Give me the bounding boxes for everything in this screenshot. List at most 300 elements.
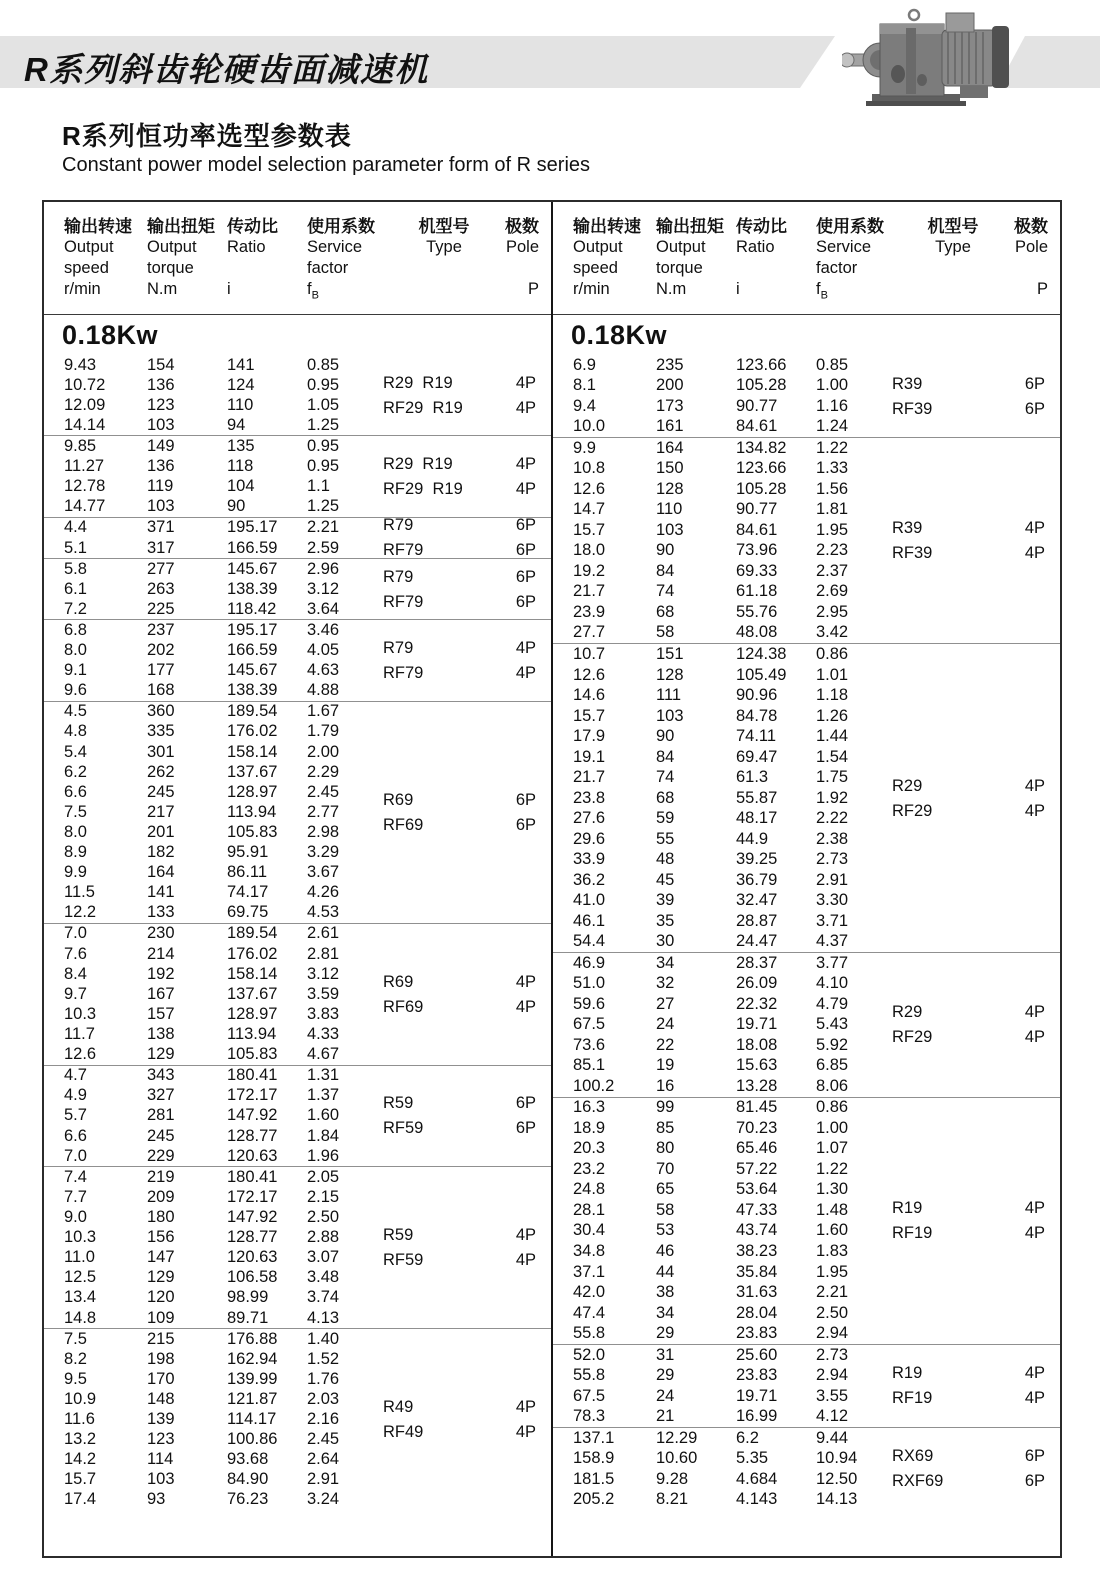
ratio-value: 145.67: [227, 661, 278, 680]
ratio-value: 69.47: [736, 747, 778, 766]
type-value: RF19: [892, 1224, 933, 1243]
table-row: [44, 903, 551, 923]
speed-value: 9.7: [64, 984, 87, 1003]
factor-value: 2.16: [307, 1410, 340, 1429]
ratio-value: 5.35: [736, 1449, 769, 1468]
speed-value: 4.5: [64, 702, 87, 721]
torque-value: 84: [656, 747, 675, 766]
torque-value: 141: [147, 883, 175, 902]
pole-value: 4P: [1024, 1028, 1045, 1047]
torque-value: 168: [147, 681, 175, 700]
torque-value: 31: [656, 1345, 675, 1364]
ratio-value: 22.32: [736, 994, 778, 1013]
table-row: [553, 541, 1060, 562]
torque-value: 139: [147, 1410, 175, 1429]
factor-value: 14.13: [816, 1490, 858, 1509]
ratio-group: [553, 643, 1060, 952]
speed-value: 37.1: [573, 1262, 606, 1281]
col-unit: N.m: [656, 280, 687, 298]
factor-value: 2.91: [307, 1470, 340, 1489]
torque-value: 24: [656, 1386, 675, 1405]
type-value: R29: [892, 776, 923, 795]
factor-value: 3.24: [307, 1490, 340, 1509]
table-row: [553, 1241, 1060, 1262]
factor-value: 2.37: [816, 561, 849, 580]
torque-value: 21: [656, 1407, 675, 1426]
col-label-cn: 机型号: [927, 217, 979, 236]
factor-value: 0.95: [307, 375, 340, 394]
torque-value: 46: [656, 1242, 675, 1260]
speed-value: 23.9: [573, 602, 606, 621]
table-row: [44, 1146, 551, 1166]
pole-value: 6P: [1024, 399, 1045, 418]
col-unit: r/min: [64, 280, 101, 298]
factor-value: 1.95: [816, 1262, 849, 1281]
speed-value: 9.9: [573, 438, 596, 457]
table-row: [553, 500, 1060, 521]
factor-value: 2.05: [307, 1167, 340, 1186]
ratio-value: 4.143: [736, 1490, 778, 1509]
factor-value: 3.55: [816, 1386, 849, 1405]
pole-value: 4P: [515, 455, 536, 474]
power-section-label: 0.18Kw: [571, 319, 668, 350]
type-value: RF39: [892, 399, 933, 418]
speed-value: 13.4: [64, 1288, 97, 1307]
table-header: [44, 202, 551, 315]
ratio-group: [44, 923, 551, 1065]
col-label-en: Type: [426, 238, 462, 256]
page-subtitle: Constant power model selection parameter form of R series: [62, 154, 591, 176]
type-value: RX69: [892, 1447, 934, 1466]
banner-title: R系列斜齿轮硬齿面减速机: [24, 51, 429, 88]
torque-value: 277: [147, 559, 175, 578]
factor-value: 3.77: [816, 953, 849, 972]
ratio-value: 74.11: [736, 727, 777, 746]
col-unit: N.m: [147, 280, 178, 298]
factor-value: 1.1: [307, 477, 330, 496]
speed-value: 59.6: [573, 994, 606, 1013]
col-label-cn: 机型号: [418, 217, 470, 236]
torque-value: 58: [656, 1200, 675, 1219]
torque-value: 149: [147, 436, 175, 455]
torque-value: 230: [147, 924, 175, 943]
type-value: RF29 R19: [383, 480, 463, 499]
table-row: [44, 497, 551, 517]
type-value: R19: [892, 1199, 923, 1218]
ratio-value: 137.67: [227, 762, 278, 781]
torque-value: 103: [147, 415, 175, 434]
factor-value: 4.12: [816, 1407, 849, 1426]
speed-value: 12.6: [573, 665, 606, 684]
torque-value: 103: [147, 497, 175, 516]
table-row: [44, 1126, 551, 1146]
factor-value: 3.12: [307, 964, 340, 983]
ratio-value: 176.88: [227, 1329, 278, 1348]
table-row: [44, 702, 551, 722]
col-label-cn: 使用系数: [307, 217, 375, 236]
ratio-value: 128.97: [227, 1004, 278, 1023]
speed-value: 158.9: [573, 1449, 615, 1468]
ratio-value: 147.92: [227, 1207, 278, 1226]
speed-value: 29.6: [573, 829, 606, 848]
torque-value: 90: [656, 727, 675, 746]
col-unit: $f_B$: [816, 280, 828, 302]
pole-value: 4P: [515, 664, 536, 683]
ratio-value: 180.41: [227, 1066, 278, 1085]
ratio-value: 158.14: [227, 964, 278, 983]
speed-value: 19.2: [573, 561, 606, 580]
torque-value: 68: [656, 788, 675, 807]
torque-value: 58: [656, 623, 675, 642]
ratio-value: 138.39: [227, 681, 278, 700]
torque-value: 44: [656, 1262, 675, 1281]
col-label-en: speed: [573, 259, 618, 277]
table-row: [553, 994, 1060, 1015]
pole-value: 4P: [1024, 1224, 1045, 1243]
ratio-value: 84.61: [736, 520, 778, 539]
speed-value: 17.4: [64, 1490, 97, 1509]
speed-value: 9.9: [64, 863, 87, 882]
speed-value: 21.7: [573, 582, 606, 601]
torque-value: 22: [656, 1035, 675, 1054]
table-row: [44, 1409, 551, 1429]
table-row: [553, 788, 1060, 809]
table-row: [553, 808, 1060, 829]
table-row: [44, 375, 551, 395]
pole-value: 4P: [515, 997, 536, 1016]
torque-value: 343: [147, 1066, 175, 1085]
speed-value: 51.0: [573, 974, 606, 993]
pole-value: 4P: [1024, 776, 1045, 795]
factor-value: 3.83: [307, 1004, 340, 1023]
type-value: R39: [892, 519, 923, 538]
factor-value: 4.05: [307, 641, 340, 660]
table-row: [44, 1308, 551, 1328]
table-row: [553, 1303, 1060, 1324]
ratio-value: 84.90: [227, 1470, 269, 1489]
type-value: R59: [383, 1226, 414, 1245]
speed-value: 15.7: [573, 706, 606, 725]
col-unit: i: [736, 280, 740, 298]
speed-value: 9.1: [64, 661, 87, 680]
speed-value: 24.8: [573, 1180, 606, 1199]
col-label-cn: 传动比: [227, 217, 278, 236]
ratio-value: 74.17: [227, 883, 269, 902]
table-row: [44, 762, 551, 782]
torque-value: 136: [147, 457, 175, 476]
table-row: [553, 396, 1060, 417]
table-row: [44, 1187, 551, 1207]
torque-value: 9.28: [656, 1469, 689, 1488]
col-unit: P: [527, 280, 539, 298]
table-row: [44, 802, 551, 822]
ratio-value: 84.78: [736, 706, 778, 725]
ratio-value: 120.63: [227, 1248, 278, 1267]
table-row: [44, 1024, 551, 1044]
speed-value: 10.3: [64, 1004, 97, 1023]
ratio-value: 128.77: [227, 1126, 278, 1145]
ratio-value: 195.17: [227, 620, 278, 639]
torque-value: 114: [147, 1450, 174, 1469]
factor-value: 2.29: [307, 762, 340, 781]
table-row: [553, 1221, 1060, 1242]
table-row: [44, 415, 551, 435]
ratio-group: [553, 355, 1060, 437]
torque-value: 24: [656, 1015, 675, 1034]
torque-value: 317: [147, 538, 175, 557]
table-header: [553, 202, 1060, 315]
ratio-value: 18.08: [736, 1035, 778, 1054]
ratio-value: 6.2: [736, 1428, 759, 1447]
ratio-value: 43.74: [736, 1221, 778, 1240]
speed-value: 20.3: [573, 1139, 606, 1158]
factor-value: 0.86: [816, 645, 849, 663]
torque-value: 93: [147, 1490, 166, 1509]
factor-value: 2.73: [816, 850, 849, 869]
speed-value: 18.0: [573, 541, 606, 560]
type-value: R69: [383, 790, 414, 809]
factor-value: 0.95: [307, 457, 340, 476]
factor-value: 4.67: [307, 1045, 340, 1064]
ratio-value: 124: [227, 375, 255, 394]
speed-value: 8.2: [64, 1349, 87, 1368]
ratio-value: 73.96: [736, 541, 778, 560]
ratio-value: 15.63: [736, 1056, 778, 1075]
ratio-value: 189.54: [227, 924, 278, 943]
speed-value: 21.7: [573, 768, 606, 787]
col-label-cn: 传动比: [736, 217, 787, 236]
speed-value: 15.7: [64, 1470, 97, 1489]
type-value: RF79: [383, 592, 424, 611]
ratio-value: 124.38: [736, 645, 787, 663]
col-label-cn: 使用系数: [816, 217, 884, 236]
col-label-en: Service: [816, 238, 872, 256]
torque-value: 53: [656, 1221, 675, 1240]
factor-value: 1.79: [307, 722, 340, 741]
table-row: [44, 1004, 551, 1024]
col-unit: i: [227, 280, 231, 298]
type-value: RF69: [383, 815, 424, 834]
speed-value: 181.5: [573, 1469, 615, 1488]
torque-value: 198: [147, 1349, 175, 1368]
factor-value: 1.22: [816, 438, 849, 457]
speed-value: 67.5: [573, 1015, 606, 1034]
factor-value: 2.21: [816, 1283, 849, 1302]
ratio-value: 57.22: [736, 1159, 778, 1178]
torque-value: 219: [147, 1167, 175, 1186]
col-label-cn: 输出扭矩: [147, 217, 215, 236]
factor-value: 0.86: [816, 1098, 849, 1117]
torque-value: 59: [656, 809, 675, 828]
factor-value: 3.67: [307, 863, 340, 882]
ratio-group: [553, 1427, 1060, 1510]
torque-value: 128: [656, 665, 684, 684]
torque-value: 27: [656, 994, 675, 1013]
groups: [44, 355, 551, 1556]
speed-value: 6.8: [64, 620, 87, 639]
ratio-value: 147.92: [227, 1106, 278, 1125]
speed-value: 42.0: [573, 1283, 606, 1302]
torque-value: 103: [656, 520, 684, 539]
speed-value: 9.4: [573, 396, 596, 415]
speed-value: 12.78: [64, 477, 106, 496]
speed-value: 14.7: [573, 500, 606, 519]
pole-value: 4P: [515, 398, 536, 417]
col-header-torque: [147, 216, 227, 314]
table-row: [553, 706, 1060, 727]
table-row: [553, 438, 1060, 459]
ratio-value: 61.18: [736, 582, 778, 601]
factor-value: 3.42: [816, 623, 849, 642]
torque-value: 111: [656, 686, 682, 705]
table-row: [44, 1369, 551, 1389]
speed-value: 55.8: [573, 1324, 606, 1343]
table-row: [44, 1389, 551, 1409]
table-row: [553, 1139, 1060, 1160]
ratio-value: 48.08: [736, 623, 778, 642]
speed-value: 41.0: [573, 891, 606, 910]
ratio-value: 55.76: [736, 602, 778, 621]
speed-value: 12.6: [573, 479, 606, 498]
table-row: [553, 602, 1060, 623]
spacer: [227, 258, 307, 279]
ratio-value: 13.28: [736, 1076, 778, 1095]
ratio-value: 113.94: [227, 1025, 277, 1044]
factor-value: 1.00: [816, 1118, 849, 1137]
factor-value: 4.63: [307, 661, 340, 680]
torque-value: 120: [147, 1288, 175, 1307]
table-row: [44, 822, 551, 842]
factor-value: 9.44: [816, 1428, 849, 1447]
factor-value: 2.61: [307, 924, 340, 943]
factor-value: 1.40: [307, 1329, 340, 1348]
ratio-value: 110: [227, 395, 254, 414]
factor-value: 1.07: [816, 1139, 849, 1158]
torque-value: 119: [147, 477, 174, 496]
ratio-value: 28.87: [736, 911, 778, 930]
torque-value: 214: [147, 944, 175, 963]
table-row: [553, 829, 1060, 850]
ratio-value: 47.33: [736, 1200, 778, 1219]
pole-value: 6P: [1024, 1447, 1045, 1466]
speed-value: 205.2: [573, 1490, 615, 1509]
speed-value: 17.9: [573, 727, 606, 746]
torque-value: 39: [656, 891, 675, 910]
col-header-factor: [307, 216, 383, 314]
factor-value: 1.95: [816, 520, 849, 539]
factor-value: 1.30: [816, 1180, 849, 1199]
table-row: [553, 582, 1060, 603]
speed-value: 36.2: [573, 870, 606, 889]
table-row: [44, 1066, 551, 1086]
table-row: [44, 620, 551, 640]
speed-value: 11.0: [64, 1248, 95, 1267]
table-row: [44, 924, 551, 944]
pole-value: 6P: [515, 516, 536, 535]
pole-value: 4P: [1024, 801, 1045, 820]
factor-value: 1.26: [816, 706, 849, 725]
pole-value: 4P: [1024, 1003, 1045, 1022]
speed-value: 11.7: [64, 1025, 95, 1044]
torque-value: 180: [147, 1207, 175, 1226]
speed-value: 12.2: [64, 903, 97, 922]
ratio-value: 113.94: [227, 802, 277, 821]
type-value: RF29 R19: [383, 398, 463, 417]
ratio-value: 128.77: [227, 1228, 278, 1247]
gear-motor-image: [842, 4, 1020, 114]
ratio-value: 53.64: [736, 1180, 778, 1199]
factor-value: 2.95: [816, 602, 849, 621]
ratio-value: 16.99: [736, 1407, 778, 1426]
ratio-value: 39.25: [736, 850, 778, 869]
speed-value: 52.0: [573, 1345, 606, 1364]
power-section-label: 0.18Kw: [62, 319, 159, 350]
speed-value: 67.5: [573, 1386, 606, 1405]
ratio-value: 114.17: [227, 1410, 277, 1429]
factor-value: 5.43: [816, 1015, 849, 1034]
factor-value: 2.73: [816, 1345, 849, 1364]
pole-value: 4P: [515, 373, 536, 392]
table-row: [44, 863, 551, 883]
ratio-group: [553, 437, 1060, 643]
torque-value: 110: [656, 500, 683, 519]
ratio-group: [553, 1344, 1060, 1427]
torque-value: 136: [147, 375, 175, 394]
torque-value: 154: [147, 355, 175, 374]
factor-value: 5.92: [816, 1035, 849, 1054]
table-row: [44, 984, 551, 1004]
ratio-value: 90: [227, 497, 246, 516]
table-row: [553, 1015, 1060, 1036]
torque-value: 103: [147, 1470, 175, 1489]
speed-value: 9.0: [64, 1207, 87, 1226]
pole-value: 4P: [515, 1398, 536, 1417]
table-row: [553, 623, 1060, 644]
table-row: [553, 1098, 1060, 1119]
factor-value: 3.29: [307, 843, 340, 862]
torque-value: 164: [147, 863, 175, 882]
ratio-value: 134.82: [736, 438, 787, 457]
table-row: [553, 1406, 1060, 1427]
torque-value: 74: [656, 768, 675, 787]
speed-value: 55.8: [573, 1366, 606, 1385]
type-value: R49: [383, 1398, 414, 1417]
factor-value: 1.56: [816, 479, 849, 498]
speed-value: 18.9: [573, 1118, 606, 1137]
speed-value: 19.1: [573, 747, 606, 766]
col-label-en: Pole: [1014, 238, 1048, 256]
type-value: R69: [383, 972, 414, 991]
speed-value: 23.2: [573, 1159, 606, 1178]
table-row: [553, 931, 1060, 952]
factor-value: 1.22: [816, 1159, 849, 1178]
table-row: [44, 722, 551, 742]
torque-value: 229: [147, 1146, 175, 1165]
speed-value: 28.1: [573, 1200, 606, 1219]
ratio-value: 90.77: [736, 396, 778, 415]
speed-value: 10.7: [573, 645, 606, 663]
table-row: [44, 964, 551, 984]
speed-value: 11.27: [64, 457, 105, 476]
ratio-value: 35.84: [736, 1262, 778, 1281]
speed-value: 54.4: [573, 932, 606, 951]
table-row: [44, 843, 551, 863]
pole-value: 6P: [515, 567, 536, 586]
ratio-value: 89.71: [227, 1308, 269, 1327]
torque-value: 123: [147, 1430, 175, 1449]
col-label-en: Pole: [505, 238, 539, 256]
table-row: [553, 1282, 1060, 1303]
